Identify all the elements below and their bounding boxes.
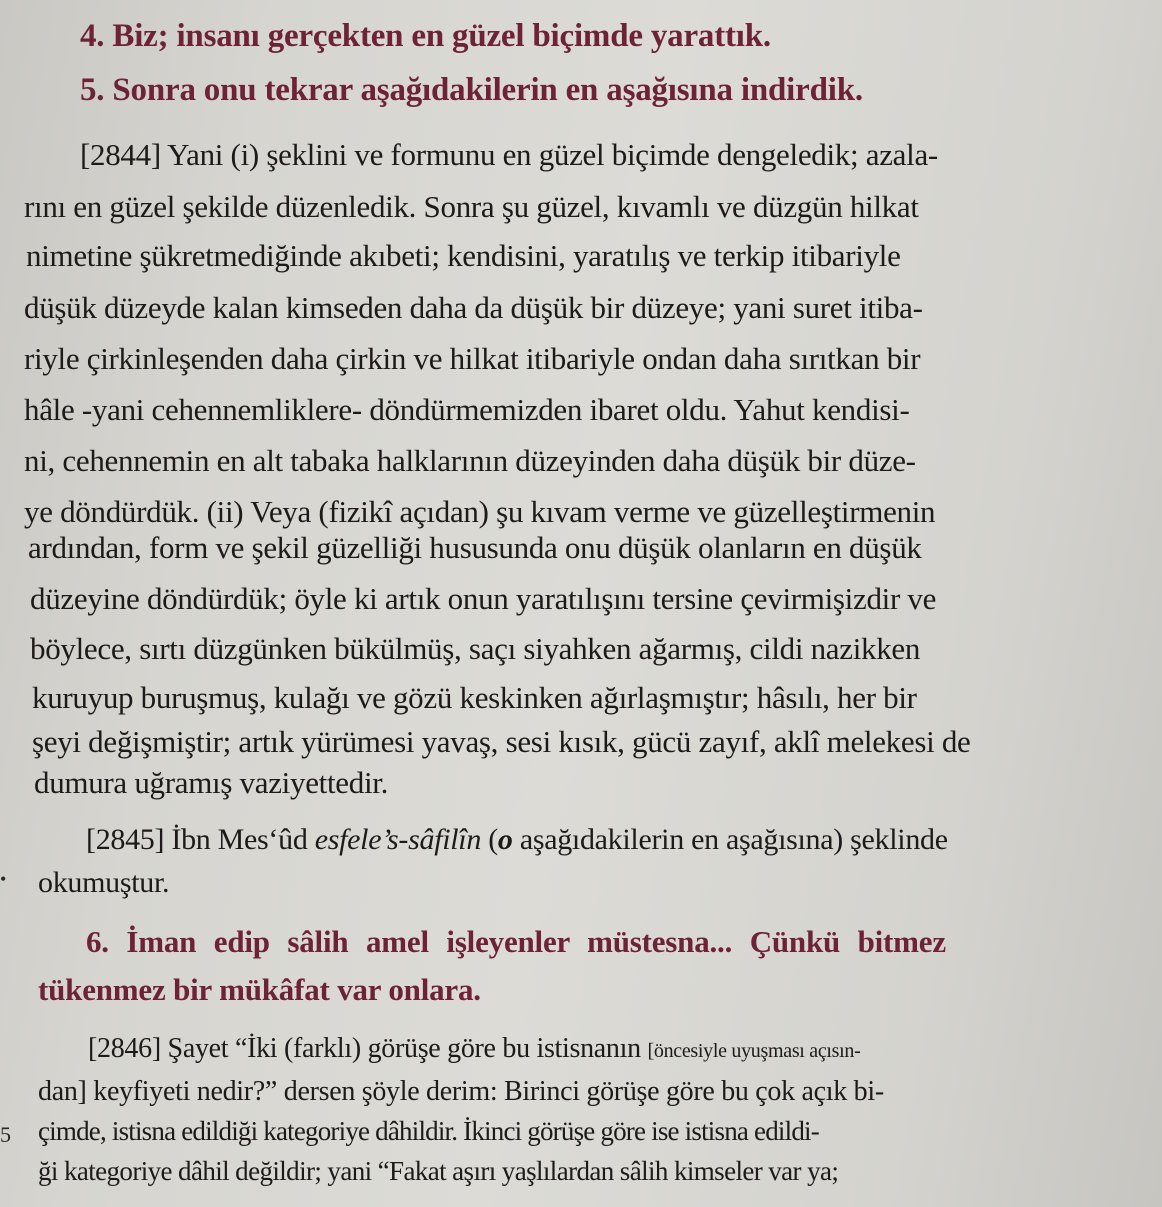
text-line: nimetine şükretmediğinde akıbeti; kendisini, yaratılış ve terkip itibariyle bbox=[26, 238, 901, 273]
verse-5: 5. Sonra onu tekrar aşağıdakilerin en aşağısına indirdik. bbox=[80, 72, 863, 108]
text-span: [2845] İbn Mes‘ûd bbox=[86, 823, 315, 856]
italic-term: esfele’s-sâfilîn bbox=[314, 823, 482, 856]
text-line: böylece, sırtı düzgünken bükülmüş, saçı siyahken ağarmış, cildi nazikken bbox=[30, 631, 921, 666]
text-line: şeyi değişmiştir; artık yürümesi yavaş, sesi kısık, gücü zayıf, aklî melekesi de bbox=[32, 724, 971, 759]
text-line: riyle çirkinleşenden daha çirkin ve hilkat itibariyle ondan daha sırıtkan bir bbox=[24, 341, 921, 376]
text-span: ( bbox=[481, 823, 498, 856]
text-line: ği kategoriye dâhil değildir; yani “Fakat aşırı yaşlılardan sâlih kimseler var ya; bbox=[38, 1156, 839, 1186]
text-span: [2846] Şayet “İki (farklı) görüşe göre bu istisnanın bbox=[88, 1033, 648, 1064]
text-line: kuruyup buruşmuş, kulağı ve gözü keskinken ağırlaşmıştır; hâsılı, her bir bbox=[32, 680, 917, 715]
verse-6-line-1: 6. İman edip sâlih amel işleyenler müstesna... Çünkü bitmez bbox=[86, 924, 946, 959]
text-line: çimde, istisna edildiği kategoriye dâhildir. İkinci görüşe göre ise istisna edildi- bbox=[38, 1116, 819, 1146]
margin-mark: • bbox=[0, 869, 7, 889]
text-line: dan] keyfiyeti nedir?” dersen şöyle derim: Birinci görüşe göre bu çok açık bi- bbox=[38, 1076, 884, 1107]
text-line: okumuştur. bbox=[38, 866, 170, 899]
text-line: hâle -yani cehennemliklere- döndürmemizden ibaret oldu. Yahut kendisi- bbox=[24, 392, 910, 427]
bold-italic-o: o bbox=[497, 823, 513, 856]
margin-line-number: 5 bbox=[0, 1122, 11, 1147]
verse-4: 4. Biz; insanı gerçekten en güzel biçimde yarattık. bbox=[80, 18, 771, 54]
text-line: ye döndürdük. (ii) Veya (fizikî açıdan) şu kıvam verme ve güzelleştirmenin bbox=[24, 494, 936, 529]
text-line bbox=[88, 1033, 860, 1065]
verse-6-line-2: tükenmez bir mükâfat var onlara. bbox=[38, 972, 481, 1007]
text-line: ardından, form ve şekil güzelliği hususunda onu düşük olanların en düşük bbox=[28, 530, 922, 565]
text-line: [2844] Yani (i) şeklini ve formunu en güzel biçimde dengeledik; azala- bbox=[80, 137, 938, 172]
small-bracket-text: [öncesiyle uyuşması açısın- bbox=[647, 1040, 861, 1062]
text-line: rını en güzel şekilde düzenledik. Sonra şu güzel, kıvamlı ve düzgün hilkat bbox=[24, 189, 919, 224]
text-line: düzeyine döndürdük; öyle ki artık onun yaratılışını tersine çevirmişizdir ve bbox=[30, 581, 937, 616]
text-line: dumura uğramış vaziyettedir. bbox=[34, 765, 389, 800]
text-line: düşük düzeyde kalan kimseden daha da düşük bir düzeye; yani suret itiba- bbox=[24, 290, 923, 325]
text-span: aşağıdakilerin en aşağısına) şeklinde bbox=[512, 823, 948, 856]
text-line bbox=[86, 823, 948, 857]
text-line: ni, cehennemin en alt tabaka halklarının düzeyinden daha düşük bir düze- bbox=[24, 443, 916, 478]
